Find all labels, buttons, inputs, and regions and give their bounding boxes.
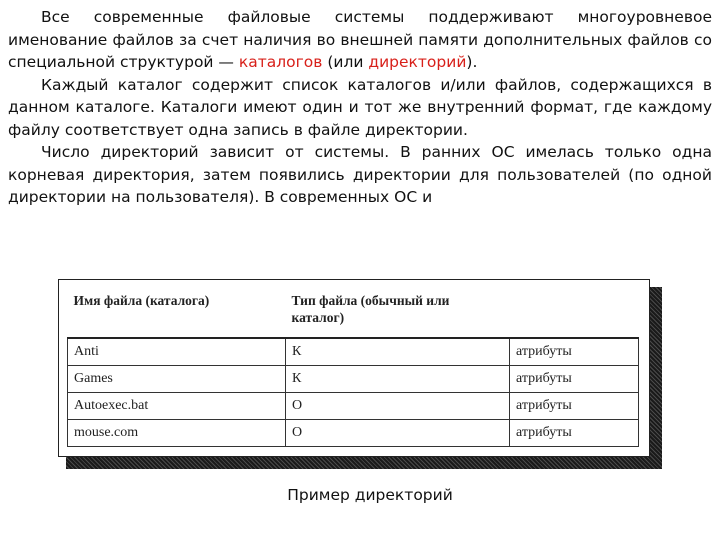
header-attrs: [510, 288, 639, 338]
cell-attrs: атрибуты: [510, 393, 639, 420]
cell-attrs: атрибуты: [510, 338, 639, 366]
table-row: [68, 366, 639, 393]
cell-type: К: [286, 338, 510, 366]
cell-type: О: [286, 393, 510, 420]
directory-figure: [58, 279, 650, 457]
directory-table: [67, 288, 639, 447]
body-text: [8, 6, 712, 209]
table-row: [68, 420, 639, 447]
figure-caption: Пример директорий: [287, 486, 453, 504]
header-type: Тип файла (обычный или каталог): [291, 293, 450, 325]
paragraph-1: [8, 6, 712, 74]
cell-type: О: [286, 420, 510, 447]
cell-attrs: атрибуты: [510, 420, 639, 447]
table-row: [68, 393, 639, 420]
cell-name: mouse.com: [68, 420, 286, 447]
paragraph-1-mid: (или: [322, 53, 369, 71]
cell-name: Anti: [68, 338, 286, 366]
term-directories: директорий: [368, 53, 467, 71]
cell-type: К: [286, 366, 510, 393]
paragraph-1-end: ).: [466, 53, 478, 71]
term-catalogs: каталогов: [238, 53, 323, 71]
table-header-row: [68, 288, 639, 338]
cell-name: Autoexec.bat: [68, 393, 286, 420]
table-row: [68, 338, 639, 366]
cell-attrs: атрибуты: [510, 366, 639, 393]
cell-name: Games: [68, 366, 286, 393]
paragraph-1-text: Все современные файловые системы поддерживают многоуровневое именование файлов за счет наличия во внешней памяти дополнительных файлов со специальной структурой —: [8, 8, 712, 71]
paragraph-2: Каждый каталог содержит список каталогов и/или файлов, содержащихся в данном каталоге. Каталоги имеют один и тот же внутренний формат, где каждому файлу соответствует одна запись в файле директории.: [8, 75, 712, 139]
header-name: Имя файла (каталога): [73, 293, 210, 308]
paragraph-3: Число директорий зависит от системы. В ранних ОС имелась только одна корневая директория, затем появились директории для пользователей (по одной директории на пользователя). В современных ОС и: [8, 143, 712, 206]
